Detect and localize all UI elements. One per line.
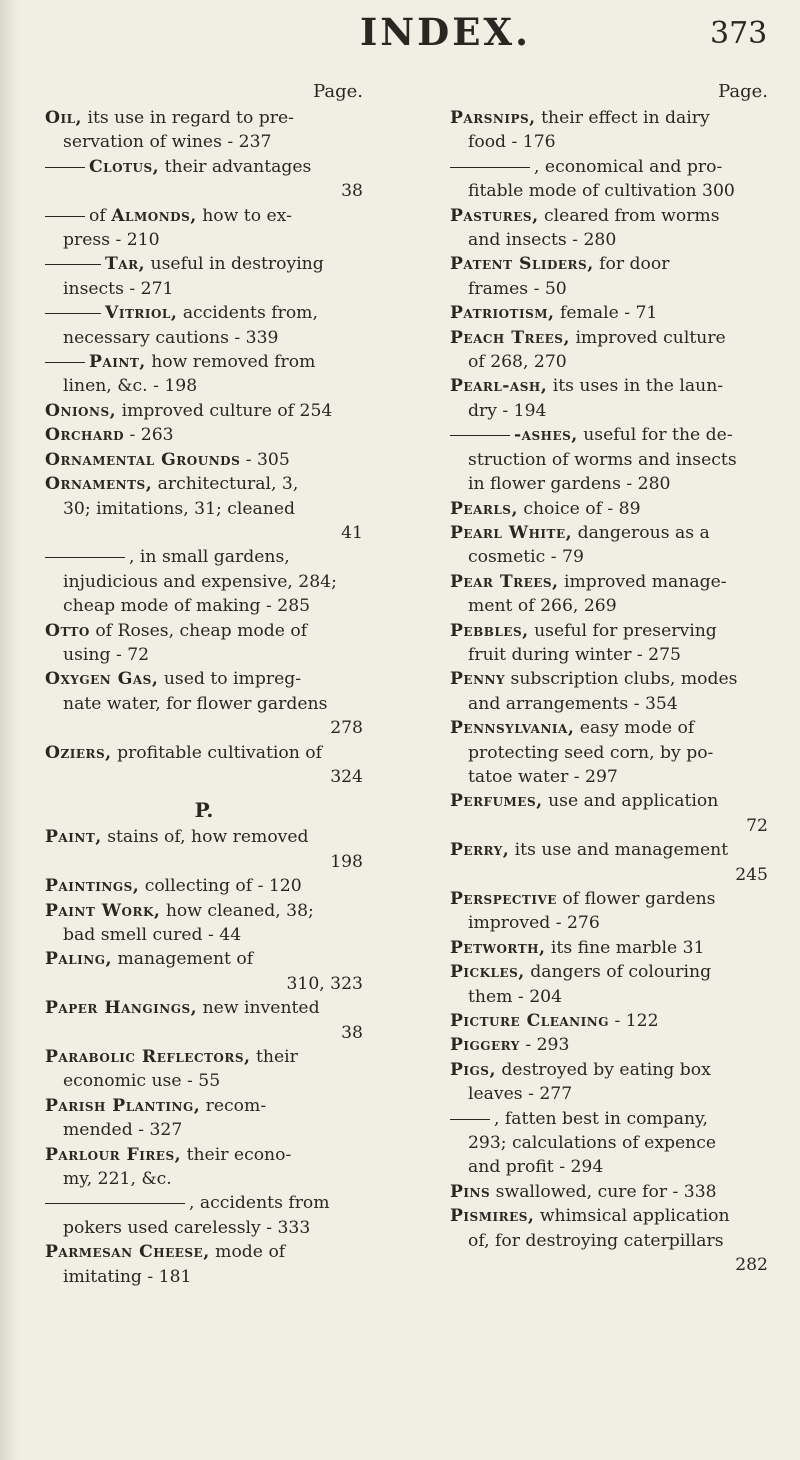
index-entry: Oziers, profitable cultivation of 324 xyxy=(45,742,363,787)
right-column xyxy=(450,78,768,1278)
running-title: INDEX. xyxy=(360,10,532,54)
index-entry: Parsnips, their effect in dairy food - 176 xyxy=(450,108,710,153)
index-entry: Parlour Fires, their econo- my, 221, &c. xyxy=(45,1144,292,1190)
index-entry: Parabolic Reflectors, their economic use - 55 xyxy=(45,1047,298,1092)
index-entry: Penny subscription clubs, modes and arrangements - 354 xyxy=(450,669,738,714)
index-entry: of Almonds, how to ex- press - 210 xyxy=(45,204,363,253)
index-entry: Paint Work, how cleaned, 38; bad smell cured - 44 xyxy=(45,900,314,945)
index-entry: Paint, stains of, how removed 198 xyxy=(45,827,363,872)
index-entry: Perspective of flower gardens improved - 276 xyxy=(450,889,716,934)
index-entry: Pins swallowed, cure for - 338 xyxy=(450,1181,717,1202)
section-letter: P. xyxy=(194,798,214,823)
index-entry: Vitriol, accidents from, necessary cautions - 339 xyxy=(45,301,363,350)
index-entry: Parmesan Cheese, mode of imitating - 181 xyxy=(45,1242,286,1287)
index-entry: Oxygen Gas, used to impreg- nate water, for flower gardens 278 xyxy=(45,669,363,739)
index-entry: , accidents from pokers used carelessly - 333 xyxy=(45,1191,363,1240)
index-entry: Peach Trees, improved culture of 268, 270 xyxy=(450,327,726,373)
index-entry: Parish Planting, recom- mended - 327 xyxy=(45,1095,267,1141)
left-column xyxy=(45,78,363,1289)
index-entry: Orchard - 263 xyxy=(45,425,174,446)
index-entry: Perry, its use and management 245 xyxy=(450,840,768,885)
index-entry: Pastures, cleared from worms and insects - 280 xyxy=(450,205,720,251)
page-number: 373 xyxy=(710,16,768,51)
index-entry: , fatten best in company, 293; calculations of expence and profit - 294 xyxy=(450,1107,768,1180)
index-entry: Otto of Roses, cheap mode of using - 72 xyxy=(45,620,308,665)
index-entry: Pearl-ash, its uses in the laun- dry - 194 xyxy=(450,376,724,421)
index-entry: Picture Cleaning - 122 xyxy=(450,1011,659,1032)
index-entry: Patriotism, female - 71 xyxy=(450,303,658,324)
index-entry: Paling, management of 310, 323 xyxy=(45,949,363,994)
index-entry: Oil, its use in regard to pre- servation of wines - 237 xyxy=(45,108,294,153)
index-entry: Paper Hangings, new invented 38 xyxy=(45,998,363,1043)
index-entry: Patent Sliders, for door frames - 50 xyxy=(450,254,670,299)
index-entry: Perfumes, use and application 72 xyxy=(450,791,768,836)
index-entry: Pear Trees, improved manage- ment of 266, 269 xyxy=(450,571,727,617)
index-entry: Paintings, collecting of - 120 xyxy=(45,876,302,897)
index-entry: Paint, how removed from linen, &c. - 198 xyxy=(45,350,363,399)
index-entry: Pearl White, dangerous as a cosmetic - 79 xyxy=(450,522,710,568)
index-entry: Tar, useful in destroying insects - 271 xyxy=(45,252,363,301)
book-gutter xyxy=(0,0,18,1460)
index-entry: Piggery - 293 xyxy=(450,1035,570,1056)
index-entry: Ornamental Grounds - 305 xyxy=(45,449,290,470)
column-page-heading: Page. xyxy=(718,81,768,102)
index-entry: , in small gardens, injudicious and expensive, 284; cheap mode of making - 285 xyxy=(45,545,363,618)
index-entry: Onions, improved culture of 254 xyxy=(45,400,333,421)
index-entry: Pickles, dangers of colouring them - 204 xyxy=(450,962,712,1007)
index-entry: Pennsylvania, easy mode of protecting seed corn, by po- tatoe water - 297 xyxy=(450,718,714,787)
page-header xyxy=(0,2,800,74)
column-page-heading: Page. xyxy=(313,81,363,102)
index-entry: Pearls, choice of - 89 xyxy=(450,498,641,519)
index-entry: Petworth, its fine marble 31 xyxy=(450,937,705,958)
index-entry: Pismires, whimsical application of, for destroying caterpillars 282 xyxy=(450,1206,768,1276)
index-entry: , economical and pro- fitable mode of cultivation 300 xyxy=(450,155,768,204)
index-entry: Clotus, their advantages 38 xyxy=(45,155,363,204)
index-entry: -ashes, useful for the de- struction of worms and insects in flower gardens - 280 xyxy=(450,423,768,496)
index-entry: Ornaments, architectural, 3, 30; imitations, 31; cleaned 41 xyxy=(45,474,363,543)
index-entry: Pebbles, useful for preserving fruit during winter - 275 xyxy=(450,620,717,665)
index-entry: Pigs, destroyed by eating box leaves - 277 xyxy=(450,1059,711,1105)
